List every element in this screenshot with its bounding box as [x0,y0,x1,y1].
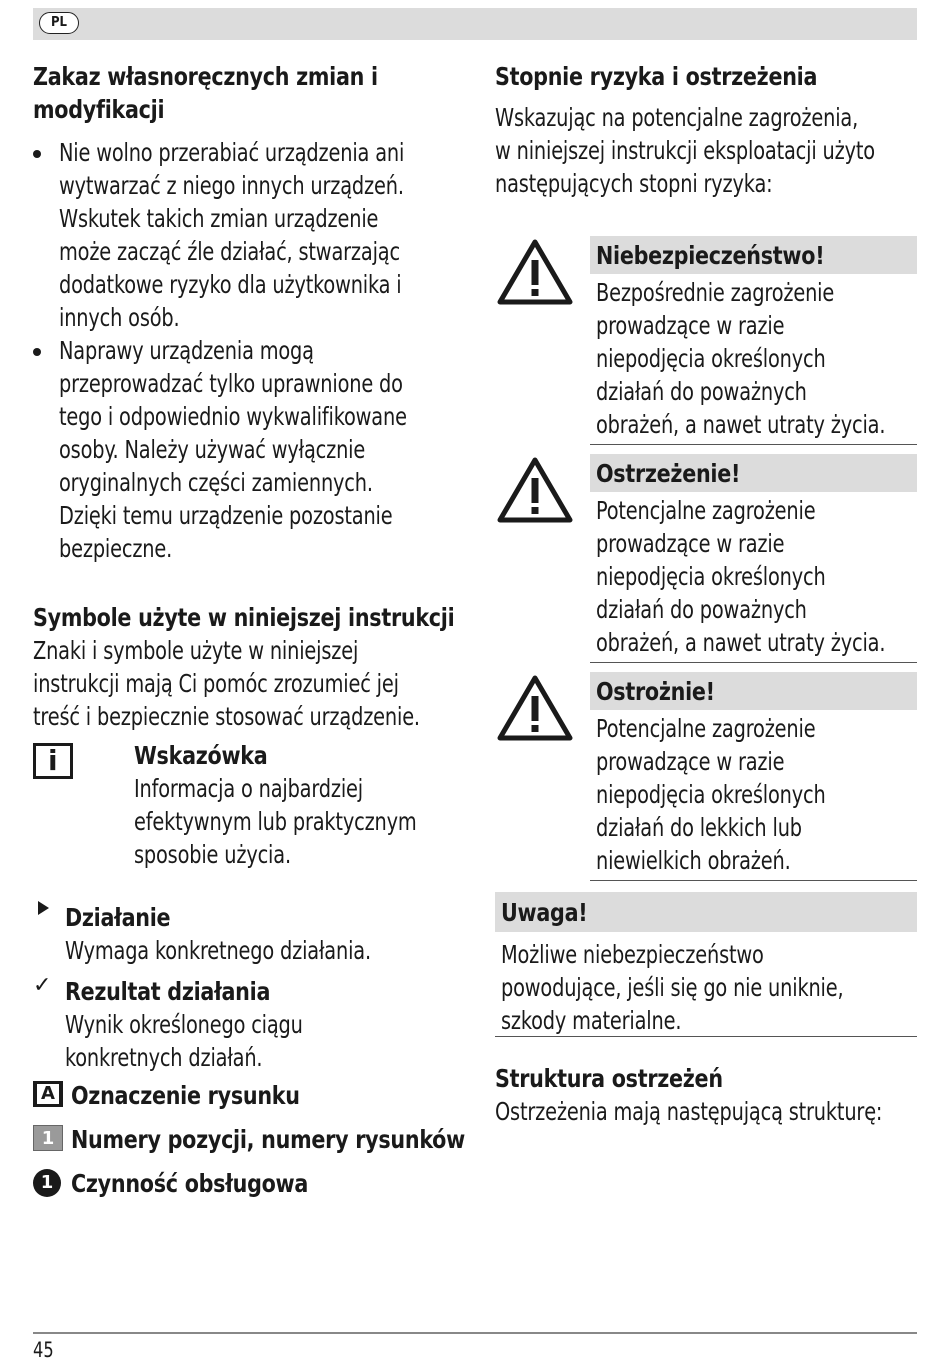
warning-triangle-icon [497,674,573,742]
risk-level-caution [495,672,917,882]
section-title: Struktura ostrzeżeń [495,1064,723,1093]
risk-level-danger [495,236,917,446]
hint-symbol-row: i Wskazówka Informacja o najbardziej efektywnym lub praktycznym sposobie użycia. [33,739,463,873]
risk-title-band: Niebezpieczeństwo! [590,236,917,274]
warning-triangle-icon [497,238,573,306]
divider [495,1036,917,1037]
info-icon: i [33,743,73,779]
list-item: Nie wolno przerabiać urządzenia ani wytwarzać z niego innych urządzeń. Wskutek takich zmian urządzenie może zacząć źle działać, stwarzając dodatkowe ryzyko dla użytkownika i innych osób. [33,136,463,334]
warning-triangle-icon [497,456,573,524]
section-title: Symbole użyte w niniejszej instrukcji [33,603,455,632]
step-symbol-row: 1 Czynność obsługowa [33,1167,463,1211]
risk-title-band: Ostrożnie! [590,672,917,710]
position-number-icon: 1 [33,1125,63,1151]
section-warning-structure: Struktura ostrzeżeń Ostrzeżenia mają następującą strukturę: [495,1062,945,1128]
header-band [33,8,917,40]
figure-symbol-row: A Oznaczenie rysunku [33,1079,463,1123]
right-column [495,60,917,1160]
section-title: Zakaz własnoręcznych zmian i modyfikacji [33,62,378,124]
numbers-symbol-row: 1 Numery pozycji, numery rysunków [33,1123,463,1167]
page-number: 45 [33,1338,54,1362]
risk-title-band: Ostrzeżenie! [590,454,917,492]
risk-description: Potencjalne zagrożenie prowadzące w razie niepodjęcia określonych działań do lekkich lub niewielkich obrażeń. [596,714,826,875]
section-risk-levels: Stopnie ryzyka i ostrzeżenia Wskazując na potencjalne zagrożenia, w niniejszej instrukcji eksploatacji użyto następujących stopni ryzyka: [495,60,917,200]
risk-description: Potencjalne zagrożenie prowadzące w razie niepodjęcia określonych działań do poważnych obrażeń, a nawet utraty życia. [596,496,886,657]
bullet-icon [33,348,41,356]
risk-level-warning [495,454,917,664]
notice-description: Możliwe niebezpieczeństwo powodujące, jeśli się go nie uniknie, szkody materialne. [501,940,844,1035]
bullet-icon [33,150,41,158]
check-icon: ✓ [33,973,52,998]
play-icon [38,901,49,915]
section-symbols: Symbole użyte w niniejszej instrukcji Znaki i symbole użyte w niniejszej instrukcji mają Ci pomóc zrozumieć jej treść i bezpiecznie stosować urządzenie. i Wskazówka Informacja o najbardziej efektywnym lub praktycznym sposobie użycia. Działanie Wymaga konkretnego działania. ✓ Rezultat działania Wynik określonego ciągu konkretnych działań. A Oznaczenie rysunku 1 Numery pozycji, numery rysunków 1 Czynność obsługowa [33,601,463,1211]
footer-divider [33,1332,917,1334]
left-column [33,60,463,1211]
list-item: Naprawy urządzenia mogą przeprowadzać tylko uprawnione do tego i odpowiednio wykwalifikowane osoby. Należy używać wyłącznie oryginalnych części zamiennych. Dzięki temu urządzenie pozostanie bezpieczne. [33,334,463,565]
divider [590,444,917,445]
section-title: Stopnie ryzyka i ostrzeżenia [495,62,818,91]
risk-description: Bezpośrednie zagrożenie prowadzące w razie niepodjęcia określonych działań do poważnych obrażeń, a nawet utraty życia. [596,278,886,439]
bullet-list [33,136,463,565]
result-symbol-row: ✓ Rezultat działania Wynik określonego ciągu konkretnych działań. [33,973,303,1072]
divider [590,662,917,663]
action-symbol-row: Działanie Wymaga konkretnego działania. [33,895,463,969]
language-badge: PL [39,12,79,34]
notice-title-band: Uwaga! [495,892,917,932]
divider [590,880,917,881]
section-no-modifications [33,60,463,565]
figure-letter-icon: A [33,1081,63,1107]
step-number-icon: 1 [33,1169,61,1197]
